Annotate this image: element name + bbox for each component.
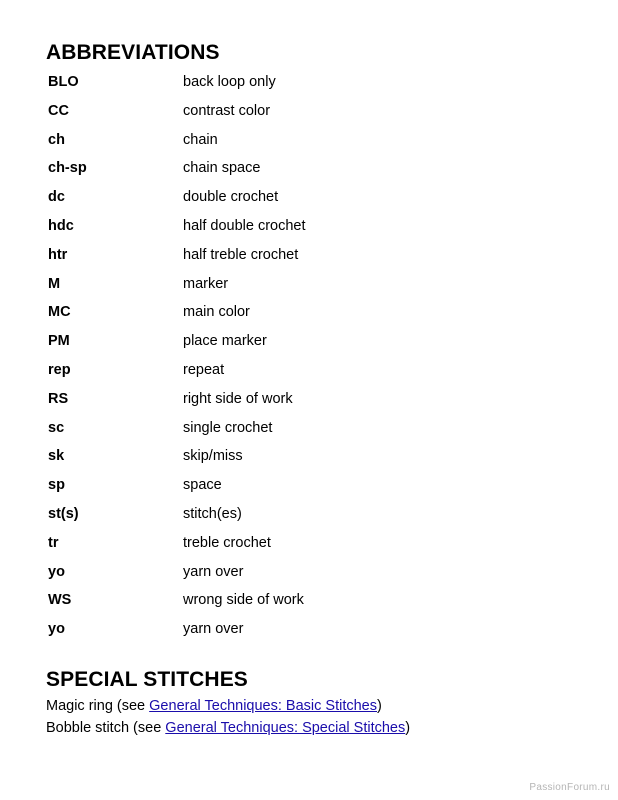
abbreviation-term: CC <box>48 102 69 119</box>
abbreviation-definition: back loop only <box>183 74 276 90</box>
abbreviation-row <box>0 186 618 215</box>
abbreviation-row <box>0 273 618 302</box>
abbreviation-definition: yarn over <box>183 563 244 580</box>
special-stitch-prefix: Bobble stitch (see <box>46 720 166 736</box>
special-stitches-link[interactable]: General Techniques: Special Stitches <box>165 720 406 736</box>
abbreviation-term: ch <box>48 131 65 148</box>
abbreviation-row <box>0 301 618 330</box>
abbreviation-row <box>0 589 618 618</box>
basic-stitches-link[interactable]: General Techniques: Basic Stitches <box>149 698 377 714</box>
abbreviation-term: tr <box>48 534 59 551</box>
abbreviation-definition: main color <box>183 304 250 321</box>
abbreviation-row <box>0 359 618 388</box>
abbreviation-row <box>0 157 618 186</box>
abbreviations-heading: ABBREVIATIONS <box>46 41 220 64</box>
abbreviations-list <box>0 71 618 647</box>
abbreviation-term: sc <box>48 419 65 436</box>
abbreviation-row <box>0 330 618 359</box>
abbreviation-term: yo <box>48 621 65 638</box>
abbreviation-term: M <box>48 275 61 292</box>
abbreviation-row <box>0 445 618 474</box>
abbreviation-term: ch-sp <box>48 160 87 177</box>
abbreviation-definition: single crochet <box>183 419 273 436</box>
abbreviation-definition: stitch(es) <box>183 505 242 522</box>
abbreviation-term: MC <box>48 304 71 321</box>
abbreviation-definition: chain space <box>183 160 261 177</box>
abbreviation-definition: wrong side of work <box>183 592 304 609</box>
abbreviation-definition: contrast color <box>183 102 271 119</box>
abbreviation-term: PM <box>48 333 70 350</box>
abbreviation-row <box>0 618 618 647</box>
abbreviation-definition: skip/miss <box>183 448 243 465</box>
abbreviation-definition: chain <box>183 131 218 148</box>
abbreviation-definition: repeat <box>183 361 225 378</box>
abbreviation-term: sk <box>48 448 65 465</box>
special-stitch-suffix: ) <box>377 698 382 714</box>
abbreviation-row <box>0 503 618 532</box>
abbreviation-definition: space <box>183 477 222 494</box>
abbreviation-term: st(s) <box>48 505 79 522</box>
special-stitch-suffix: ) <box>405 720 411 736</box>
watermark-text: PassionForum.ru <box>529 782 610 793</box>
abbreviation-row <box>0 129 618 158</box>
special-stitch-magic-ring <box>46 695 410 717</box>
abbreviation-definition: half treble crochet <box>183 246 299 263</box>
abbreviation-term: yo <box>48 563 65 580</box>
abbreviation-term: rep <box>48 361 71 378</box>
abbreviation-definition: marker <box>183 275 229 292</box>
special-stitch-prefix: Magic ring (see <box>46 698 150 714</box>
abbreviation-definition: place marker <box>183 333 267 350</box>
abbreviation-row <box>0 474 618 503</box>
abbreviation-term: hdc <box>48 217 74 234</box>
abbreviation-term: dc <box>48 189 65 206</box>
abbreviation-row <box>0 532 618 561</box>
abbreviation-definition: half double crochet <box>183 217 306 234</box>
abbreviation-term: RS <box>48 390 69 407</box>
abbreviation-row <box>0 100 618 129</box>
abbreviation-row <box>0 71 618 100</box>
abbreviation-row <box>0 215 618 244</box>
abbreviation-term: BLO <box>48 74 79 90</box>
abbreviation-definition: right side of work <box>183 390 293 407</box>
special-stitches-list <box>46 695 410 739</box>
abbreviation-row <box>0 561 618 590</box>
abbreviation-definition: double crochet <box>183 189 279 206</box>
abbreviation-term: WS <box>48 592 72 609</box>
abbreviation-term: sp <box>48 477 65 494</box>
abbreviation-term: htr <box>48 246 68 263</box>
special-stitch-bobble <box>46 717 410 739</box>
abbreviation-definition: yarn over <box>183 621 244 638</box>
abbreviation-definition: treble crochet <box>183 534 271 551</box>
abbreviation-row <box>0 388 618 417</box>
abbreviation-row <box>0 417 618 446</box>
special-stitches-heading: SPECIAL STITCHES <box>46 668 248 691</box>
abbreviation-row <box>0 244 618 273</box>
